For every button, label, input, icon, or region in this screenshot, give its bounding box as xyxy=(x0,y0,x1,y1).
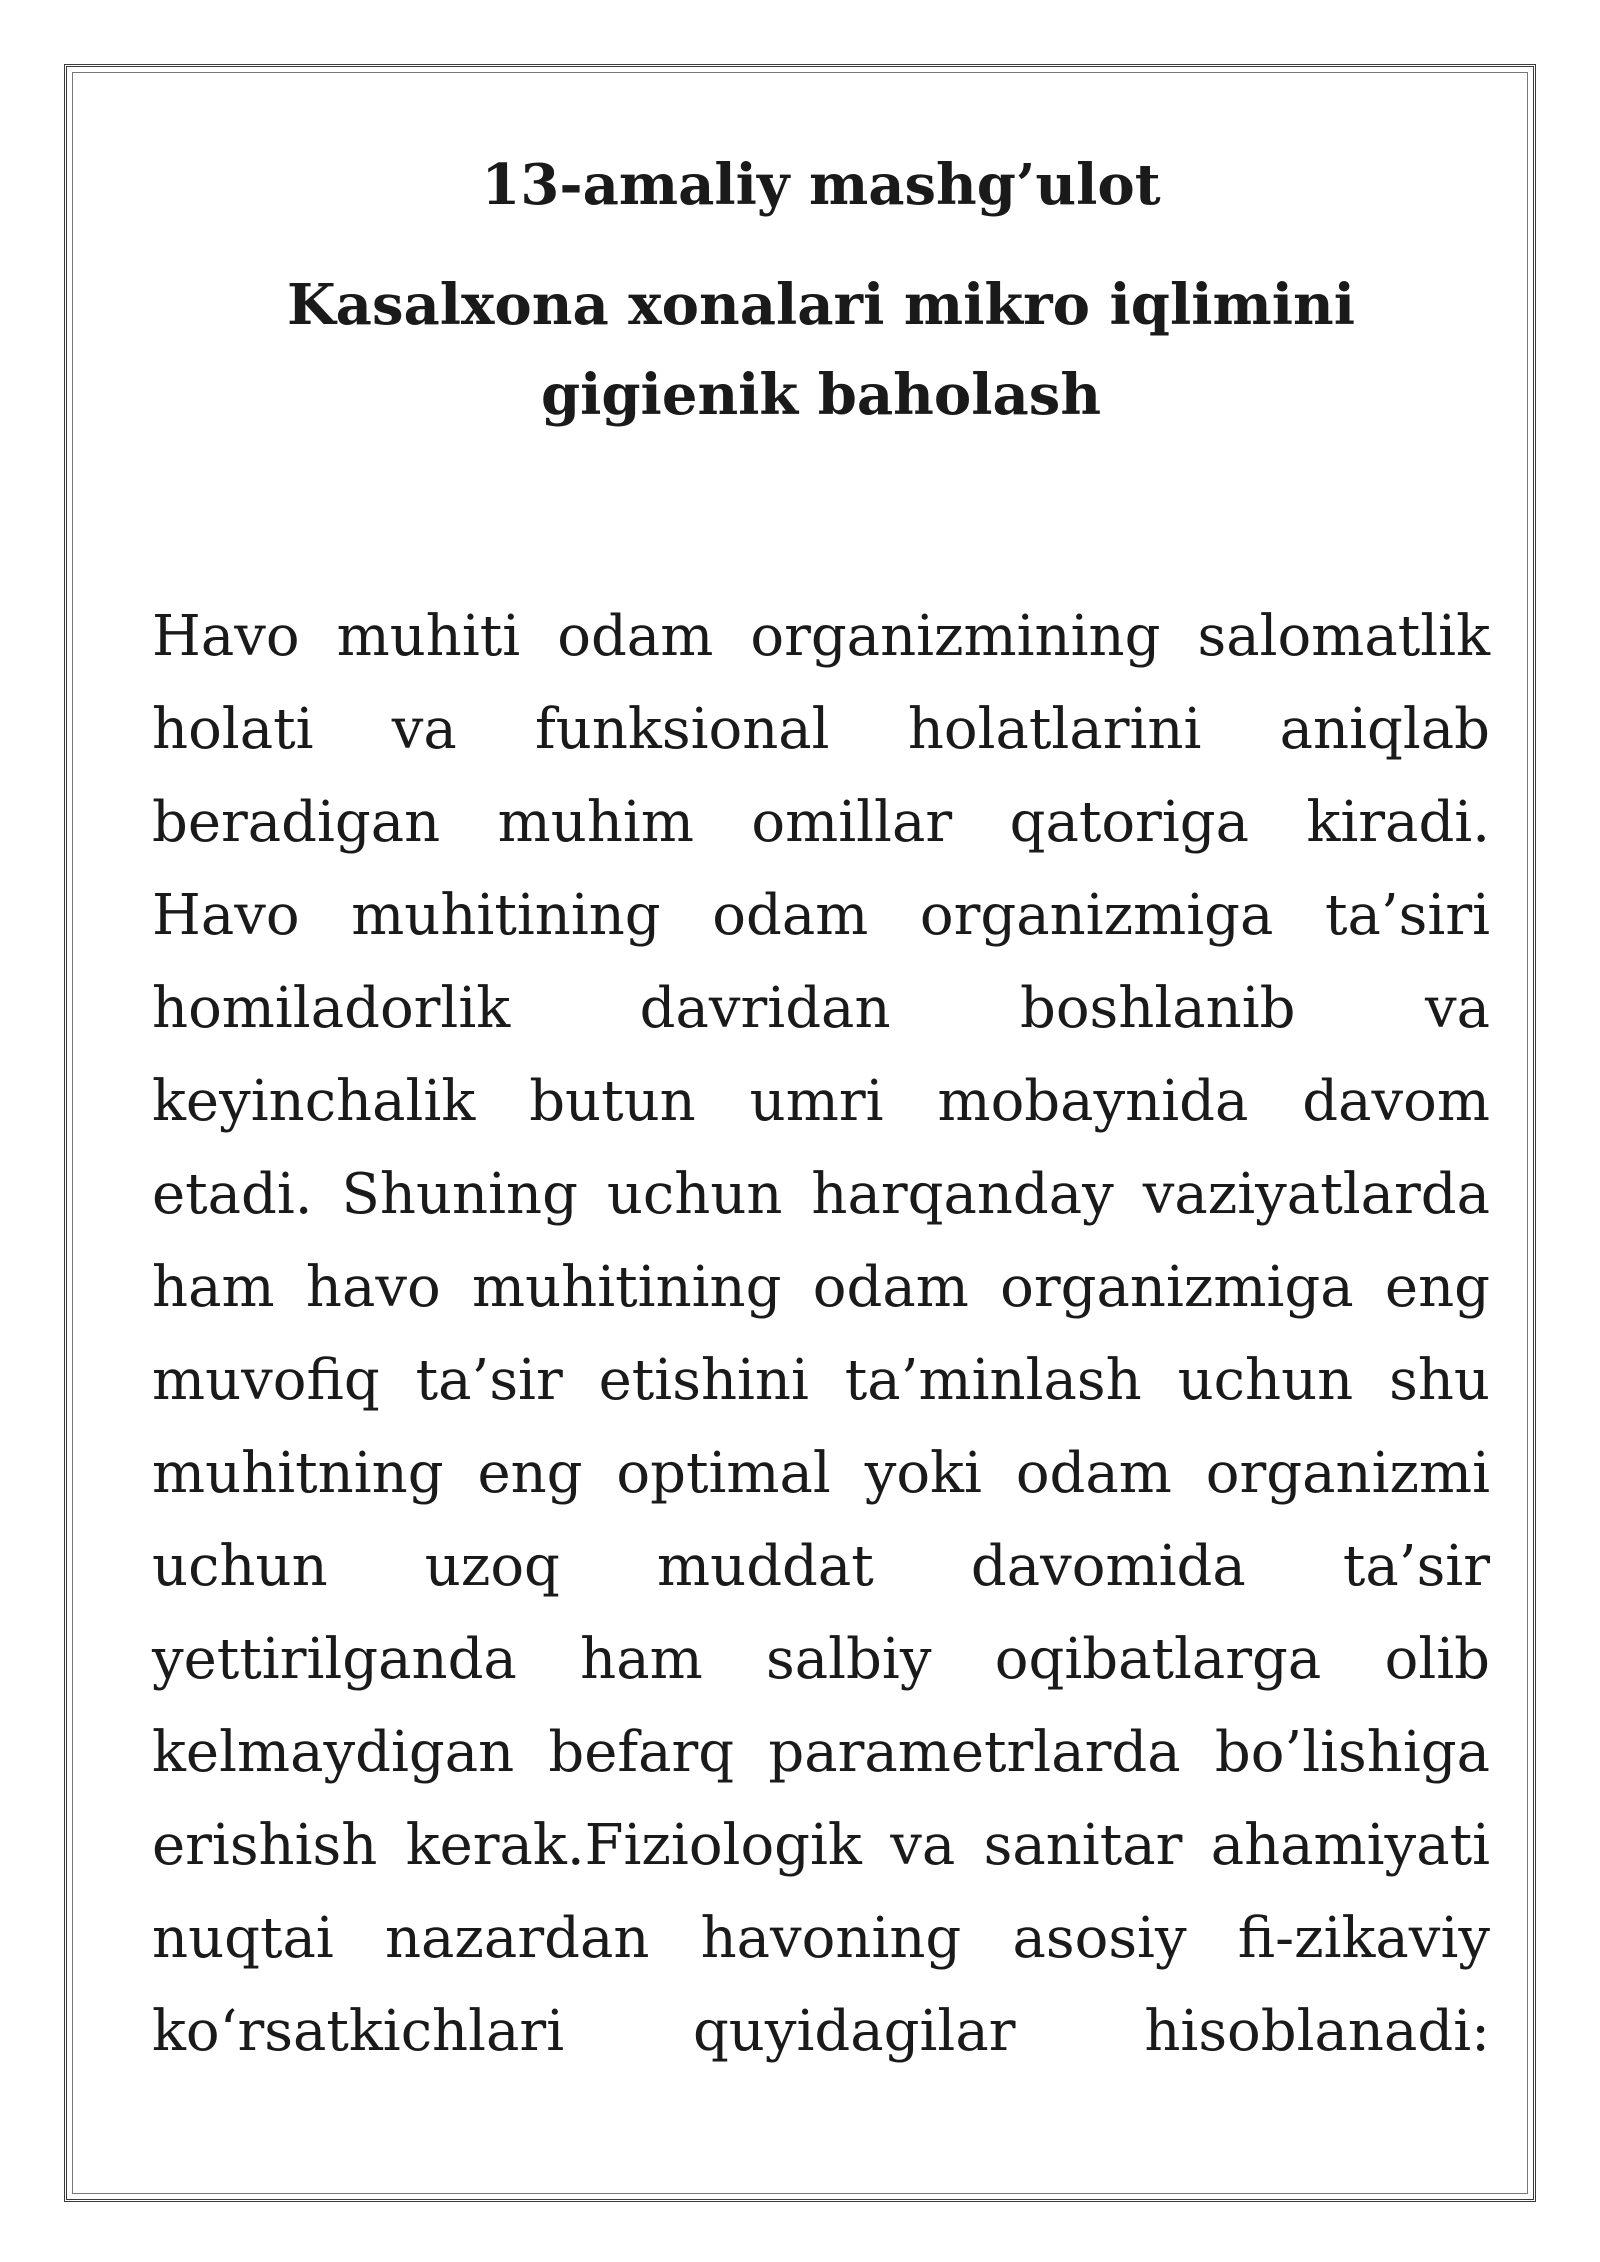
lesson-number: 13-amaliy mashg’ulot xyxy=(481,152,1161,218)
body-paragraph: Havo muhiti odam organizmining salomatlik holati va funksional holatlarini aniqlab beradigan muhim omillar qatoriga kiradi. Havo muhitining odam organizmiga ta’siri homiladorlik davridan boshlanib va keyinchalik butun umri mobaynida davom etadi. Shuning uchun harqanday vaziyatlarda ham havo muhitining odam organizmiga eng muvofiq ta’sir etishini ta’minlash uchun shu muhitning eng optimal yoki odam organizmi uchun uzoq muddat davomida ta’sir yettirilganda ham salbiy oqibatlarga olib kelmaydigan befarq parametrlarda bo’lishiga erishish kerak.Fiziologik va sanitar ahamiyati nuqtai nazardan havoning asosiy fi-zikaviy ko‘rsatkichlari quyidagilar hisoblanadi: xyxy=(152,604,1490,2064)
page-title: Kasalxona xonalari mikro iqlimini gigienik baholash xyxy=(286,272,1356,428)
document-content xyxy=(152,150,1490,2078)
